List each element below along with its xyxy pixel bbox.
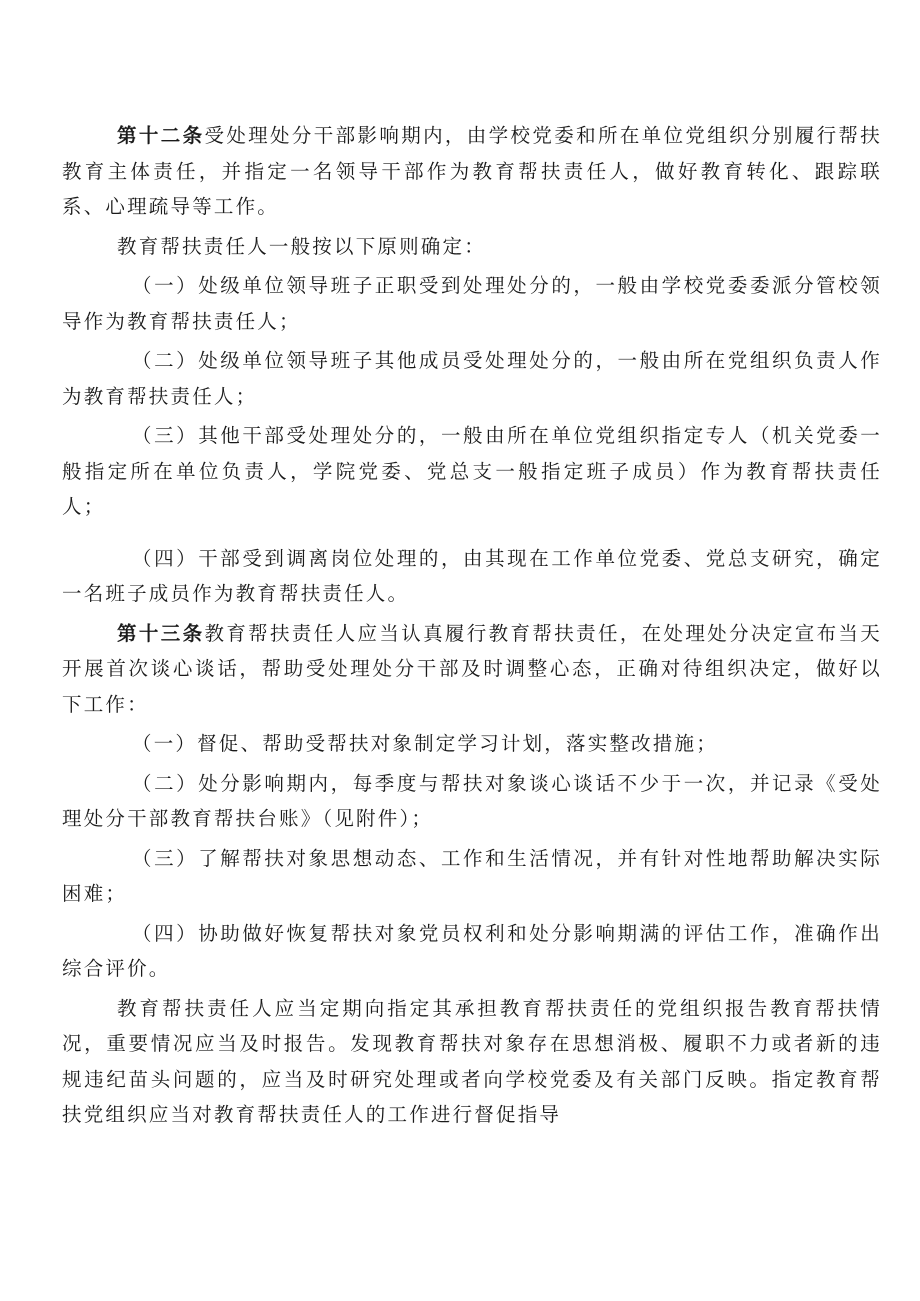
article-12-item-3: （三）其他干部受处理处分的，一般由所在单位党组织指定专人（机关党委一般指定所在单位负责人，学院党委、党总支一般指定班子成员）作为教育帮扶责任人； bbox=[62, 424, 882, 518]
article-12-item-4: （四）干部受到调离岗位处理的，由其现在工作单位党委、党总支研究，确定一名班子成员作为教育帮扶责任人。 bbox=[62, 546, 882, 605]
article-13-paragraph bbox=[62, 616, 882, 723]
article-12-item-2: （二）处级单位领导班子其他成员受处理处分的，一般由所在党组织负责人作为教育帮扶责任人； bbox=[62, 349, 882, 408]
article-13-item-4: （四）协助做好恢复帮扶对象党员权利和处分影响期满的评估工作，准确作出综合评价。 bbox=[62, 921, 882, 980]
article-13-item-2: （二）处分影响期内，每季度与帮扶对象谈心谈话不少于一次，并记录《受处理处分干部教育帮扶台账》（见附件）； bbox=[62, 771, 882, 830]
article-12-body: 受处理处分干部影响期内，由学校党委和所在单位党组织分别履行帮扶教育主体责任，并指定一名领导干部作为教育帮扶责任人，做好教育转化、跟踪联系、心理疏导等工作。 bbox=[62, 124, 882, 218]
document-body bbox=[62, 118, 882, 1133]
article-12-heading: 第十二条 bbox=[117, 124, 205, 147]
article-13-heading: 第十三条 bbox=[117, 621, 205, 645]
article-12-paragraph bbox=[62, 118, 882, 225]
article-13-item-3: （三）了解帮扶对象思想动态、工作和生活情况，并有针对性地帮助解决实际困难； bbox=[62, 846, 882, 905]
article-13-item-1: （一）督促、帮助受帮扶对象制定学习计划，落实整改措施； bbox=[132, 732, 718, 755]
article-13-body: 教育帮扶责任人应当认真履行教育帮扶责任，在处理处分决定宣布当天开展首次谈心谈话，帮助受处理处分干部及时调整心态，正确对待组织决定，做好以下工作： bbox=[62, 621, 882, 716]
article-12-intro: 教育帮扶责任人一般按以下原则确定： bbox=[117, 234, 486, 258]
closing-paragraph: 教育帮扶责任人应当定期向指定其承担教育帮扶责任的党组织报告教育帮扶情况，重要情况应当及时报告。发现教育帮扶对象存在思想消极、履职不力或者新的违规违纪苗头问题的，应当及时研究处理或者向学校党委及有关部门反映。指定教育帮扶党组织应当对教育帮扶责任人的工作进行督促指导 bbox=[62, 996, 882, 1126]
article-12-item-1: （一）处级单位领导班子正职受到处理处分的，一般由学校党委委派分管校领导作为教育帮扶责任人； bbox=[62, 274, 882, 333]
